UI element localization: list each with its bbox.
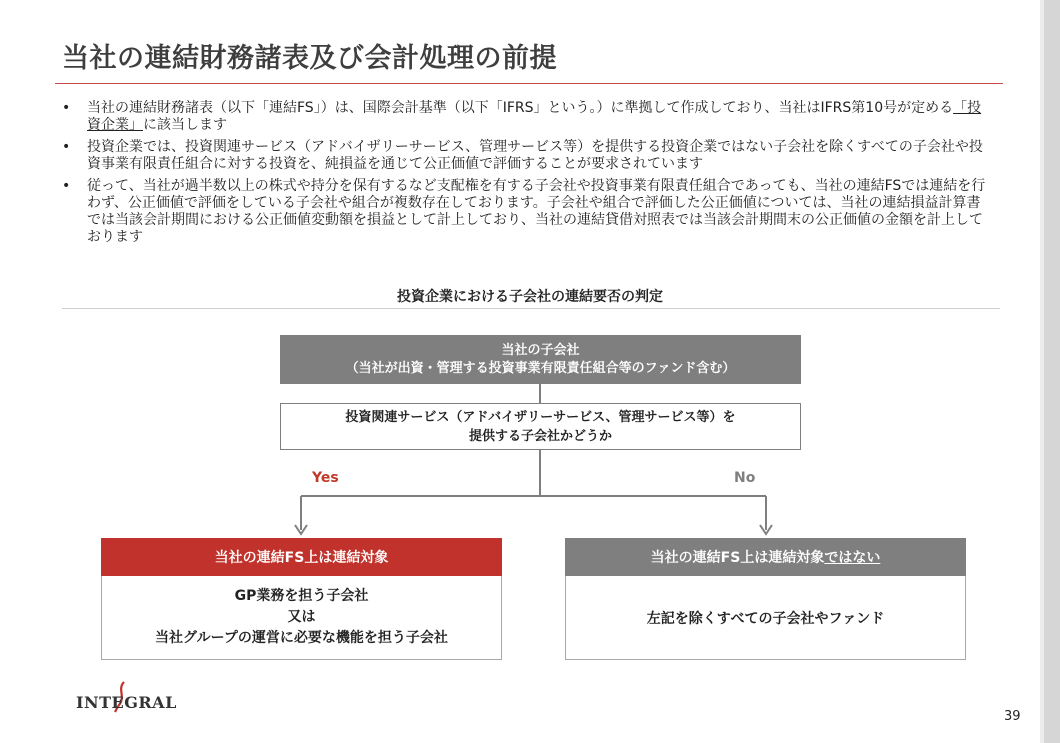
consolidated-line-1: GP業務を担う子会社 [234, 588, 369, 604]
no-label: No [734, 470, 756, 486]
decision-box [280, 403, 801, 450]
investment-entity-term: 「投資企業」 [87, 100, 982, 133]
subsidiary-box [280, 335, 801, 384]
bullet-text: 従って、当社が過半数以上の株式や持分を保有するなど支配権を有する子会社や投資事業有限責任組合であっても、当社の連結FSでは連結を行わず、公正価値で評価をしている子会社や組合が複数存在しております。子会社や組合で評価した公正価値については、当社の連結損益計算書では当該会計期間における公正価値変動額を損益として計上しており、当社の連結貸借対照表では当該会計期間末の公正価値の金額を計上しております [87, 178, 986, 245]
consolidated-body [101, 576, 502, 660]
subsidiary-title: 当社の子会社 [501, 342, 580, 358]
yes-label: Yes [312, 470, 339, 486]
bullet-marker: • [62, 139, 71, 155]
page-number: 39 [1004, 709, 1021, 724]
flow-heading: 投資企業における子会社の連結要否の判定 [397, 289, 663, 305]
not-consolidated-text: 左記を除くすべての子会社やファンド [646, 610, 885, 627]
not-consolidated-header-text: 当社の連結FS上は連結対象 [650, 550, 825, 566]
not-consolidated-body [565, 576, 966, 660]
bullet-text: 当社の連結財務諸表（以下「連結FS」）は、国際会計基準（以下「IFRS」という。）に準拠して作成しており、当社はIFRS第10号が定める [87, 100, 954, 116]
slide-title: 当社の連結財務諸表及び会計処理の前提 [62, 43, 557, 74]
subsidiary-note: （当社が出資・管理する投資事業有限責任組合等のファンド含む） [345, 360, 736, 376]
not-consolidated-emphasis: ではない [824, 550, 881, 566]
decision-line-2: 提供する子会社かどうか [468, 428, 612, 444]
consolidated-line-3: 当社グループの運営に必要な機能を担う子会社 [155, 630, 448, 646]
bullet-marker: • [62, 178, 71, 194]
company-logo: INTEGRAL [76, 693, 177, 712]
bullet-marker: • [62, 100, 71, 116]
bullet-text-tail: に該当します [143, 117, 227, 133]
consolidated-line-2: 又は [287, 609, 316, 625]
not-consolidated-header [565, 538, 966, 576]
bullet-text: 投資企業では、投資関連サービス（アドバイザリーサービス、管理サービス等）を提供する投資企業ではない子会社を除くすべての子会社や投資事業有限責任組合に対する投資を、純損益を通じて公正価値で評価することが要求されています [87, 139, 983, 172]
decision-line-1: 投資関連サービス（アドバイザリーサービス、管理サービス等）を [345, 409, 736, 425]
consolidated-header: 当社の連結FS上は連結対象 [101, 538, 502, 576]
